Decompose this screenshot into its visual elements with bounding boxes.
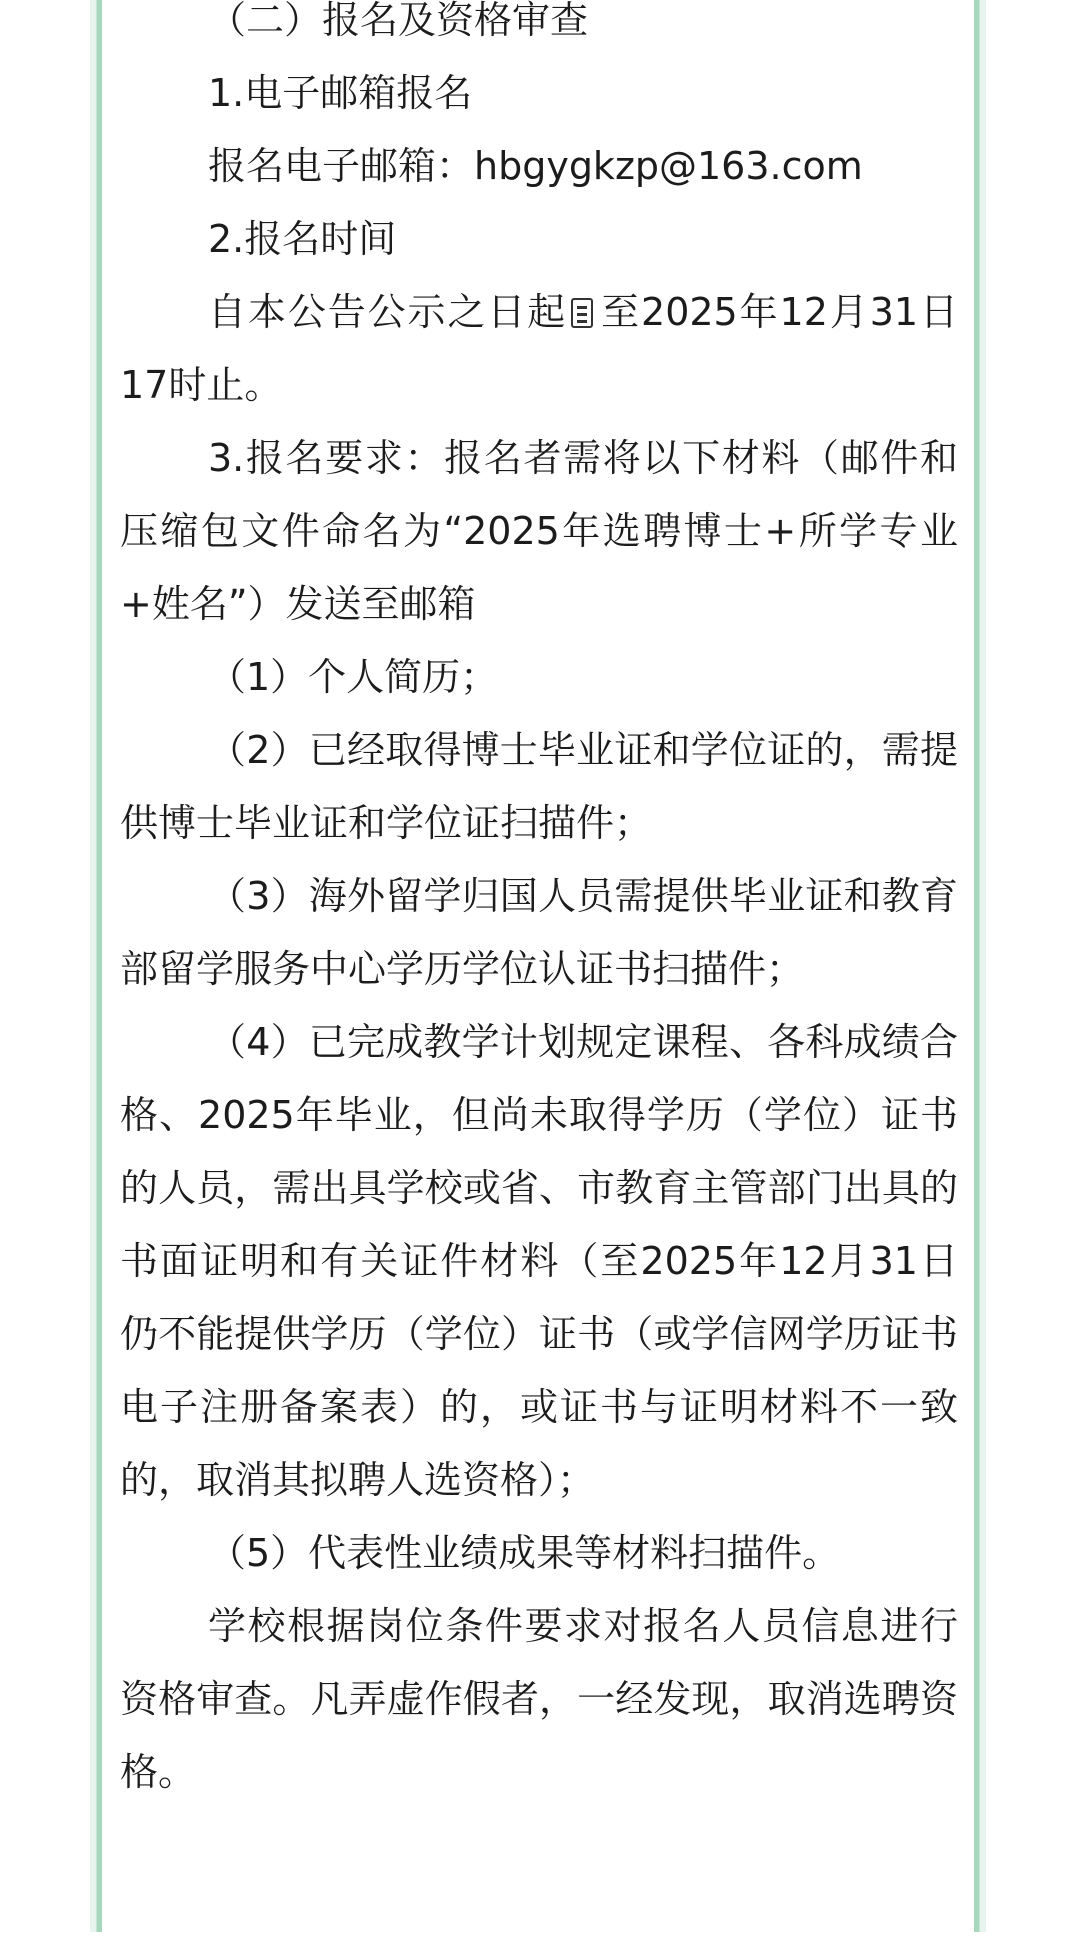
review-paragraph: 学校根据岗位条件要求对报名人员信息进行资格审查。凡弄虚作假者，一经发现，取消选聘资格。 — [120, 1604, 958, 1794]
material-1: （1）个人简历； — [208, 655, 499, 699]
material-2: （2）已经取得博士毕业证和学位证的，需提供博士毕业证和学位证扫描件； — [120, 728, 958, 845]
left-border — [90, 0, 102, 1946]
document-icon — [571, 298, 593, 328]
item1-heading: 1.电子邮箱报名 — [208, 71, 473, 115]
email-line[interactable]: 报名电子邮箱：hbgygkzp@163.com — [208, 144, 863, 188]
material-3: （3）海外留学归国人员需提供毕业证和教育部留学服务中心学历学位认证书扫描件； — [120, 874, 958, 991]
material-4: （4）已完成教学计划规定课程、各科成绩合格、2025年毕业，但尚未取得学历（学位）证书的人员，需出具学校或省、市教育主管部门出具的书面证明和有关证件材料（至2025年12月31日仍不能提供学历（学位）证书（或学信网学历证书电子注册备案表）的，或证书与证明材料不一致的，取消其拟聘人选资格）； — [120, 1020, 958, 1502]
material-5: （5）代表性业绩成果等材料扫描件。 — [208, 1531, 841, 1575]
section-heading: （二）报名及资格审查 — [208, 0, 589, 42]
time-before-icon: 自本公告公示之日起 — [208, 290, 568, 334]
item2-heading: 2.报名时间 — [208, 217, 397, 261]
time-paragraph — [120, 276, 958, 422]
item3-requirements: 3.报名要求：报名者需将以下材料（邮件和压缩包文件命名为“2025年选聘博士+所学专业+姓名”）发送至邮箱 — [120, 436, 958, 626]
time-after-icon: 至2025年12月31日17时止。 — [120, 290, 958, 407]
bottom-edge — [0, 1932, 1080, 1946]
right-border — [974, 0, 986, 1946]
article-body — [120, 0, 958, 1809]
